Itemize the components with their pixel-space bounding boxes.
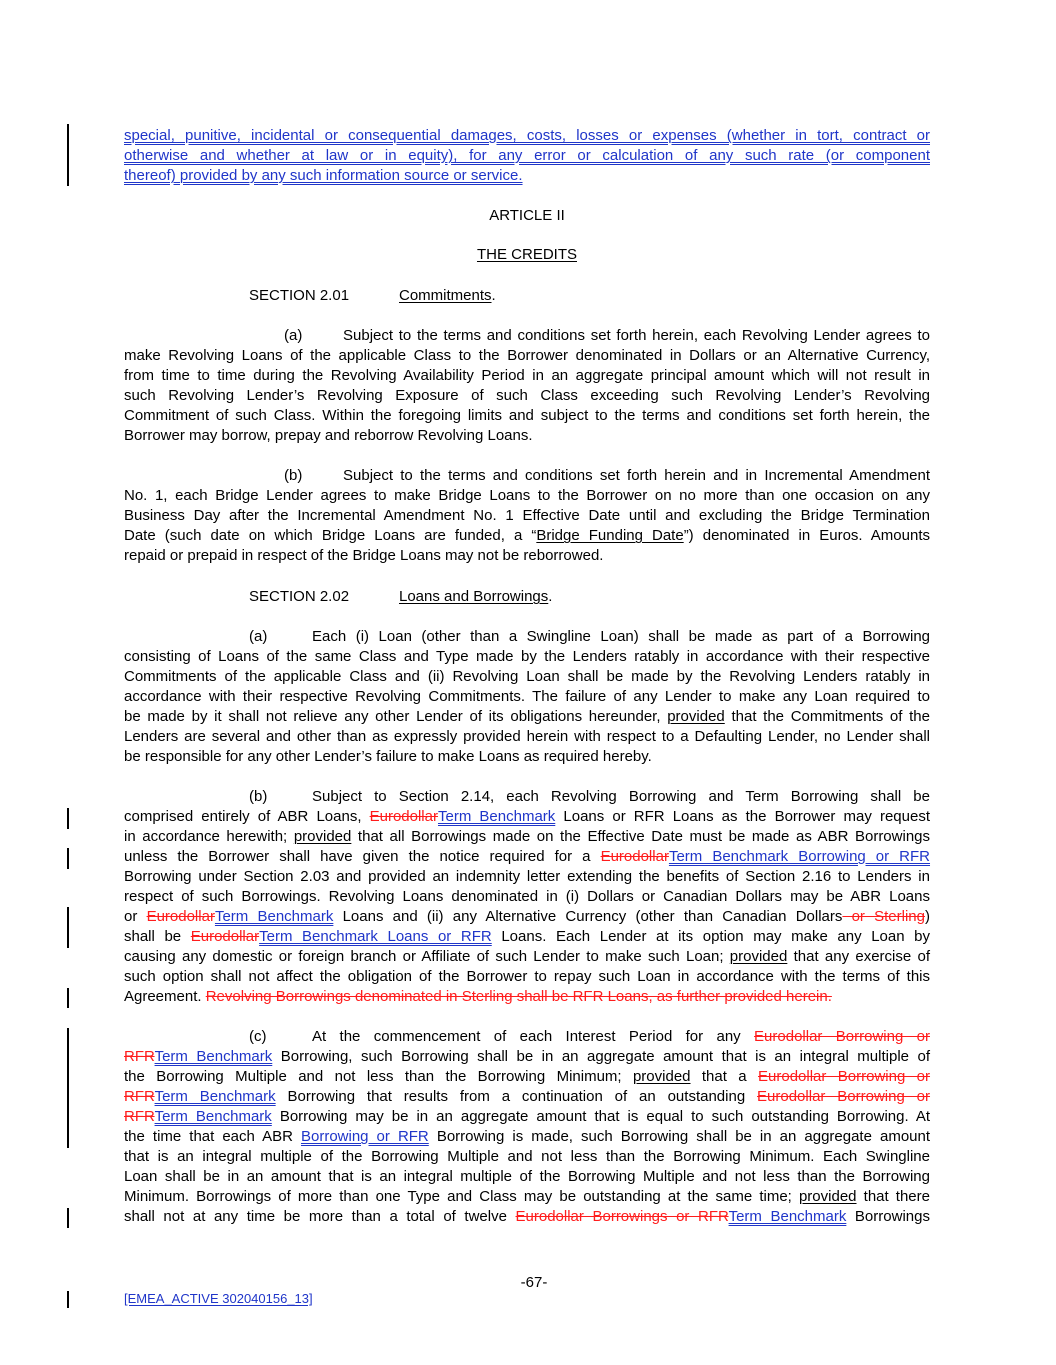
text-line: [124, 827, 930, 847]
text-line: [124, 366, 930, 386]
text-line: [124, 807, 930, 827]
text-run: consisting of Loans of the same Class and Type made by the Lenders ratably in accordance with their respective: [124, 648, 930, 665]
text-run: causing any domestic or foreign branch or Affiliate of such Lender to make such Loan;: [124, 948, 730, 965]
underlined-term: provided: [632, 1068, 691, 1085]
text-line: [124, 747, 930, 767]
text-run: such option shall not affect the obligation of the Borrower to repay such Loan in accordance with the terms of this: [124, 968, 930, 985]
text-run: that any exercise of: [787, 948, 930, 965]
text-run: that a: [690, 1068, 759, 1085]
change-bar: [67, 1028, 69, 1148]
text-line: [124, 1027, 930, 1047]
text-line: [124, 987, 930, 1007]
text-run: make Revolving Loans of the applicable Class to the Borrower denominated in Dollars or an Alternative Currency,: [124, 347, 930, 364]
text-line: [124, 947, 930, 967]
underlined-term: provided: [667, 708, 725, 725]
text-line: [124, 386, 930, 406]
insertion: Term Benchmark: [214, 908, 334, 925]
text-line: [124, 166, 930, 186]
text-line: [124, 907, 930, 927]
text-run: Each (i) Loan (other than a Swingline Loan) shall be made as part of a Borrowing: [312, 628, 930, 645]
footer: [124, 1291, 313, 1307]
text-line: [124, 867, 930, 887]
insertion: thereof) provided by any such information source or service.: [124, 167, 523, 184]
text-line: [124, 466, 930, 486]
deletion: Eurodollar: [146, 908, 215, 925]
section-heading-2-02: [124, 587, 930, 607]
section-title-period: .: [491, 287, 496, 304]
text-run: or: [124, 908, 147, 925]
section-title: [399, 286, 496, 306]
insertion: Term Benchmark: [154, 1048, 273, 1065]
article-title-row: [124, 245, 930, 265]
text-line: [124, 426, 930, 446]
text-run: No. 1, each Bridge Lender agrees to make Bridge Loans to the Borrower on no more than one occasion on any: [124, 487, 930, 504]
text-line: [124, 1087, 930, 1107]
text-line: [124, 546, 930, 566]
text-line: [124, 406, 930, 426]
text-run: Borrowing is made, such Borrowing shall be in an aggregate amount: [428, 1128, 931, 1145]
insertion: special, punitive, incidental or consequential damages, costs, losses or expenses (whether in tort, contract or: [124, 127, 930, 144]
text-line: [124, 727, 930, 747]
deletion: Eurodollar: [600, 848, 669, 865]
text-line: [124, 647, 930, 667]
underlined-term: provided: [293, 828, 352, 845]
text-run: At the commencement of each Interest Period for any: [312, 1028, 755, 1045]
change-bar: [67, 907, 69, 948]
text-run: that all Borrowings made on the Effective Date must be made as ABR Borrowings: [351, 828, 931, 845]
section-title-text: Commitments: [399, 287, 492, 304]
text-run: Lenders are several and other than as expressly provided herein with respect to a Defaulting Lender, no Lender shall: [124, 728, 930, 745]
change-bar: [67, 988, 69, 1008]
text-run: that the Commitments of the: [724, 708, 930, 725]
change-bar: [67, 1208, 69, 1228]
deletion: RFR: [124, 1048, 155, 1065]
text-line: [124, 126, 930, 146]
insertion: Borrowing or RFR: [300, 1128, 429, 1145]
change-bar: [67, 1291, 69, 1308]
insertion: Term Benchmark: [728, 1208, 847, 1225]
section-heading-2-01: [124, 286, 930, 306]
deletion: RFR: [124, 1088, 155, 1105]
text-line: [124, 506, 930, 526]
text-run: shall be: [124, 928, 191, 945]
paragraph-label: (a): [249, 628, 268, 645]
underlined-term: provided: [798, 1188, 857, 1205]
insertion: Term Benchmark: [154, 1088, 276, 1105]
section-2-01-paragraph-b: [124, 466, 930, 566]
text-run: Borrowing may be in an aggregate amount that is equal to such outstanding Borrowing. At: [271, 1108, 930, 1125]
text-line: [124, 707, 930, 727]
paragraph-label: (b): [284, 467, 303, 484]
text-line: [124, 847, 930, 867]
text-line: [124, 326, 930, 346]
text-line: [124, 1127, 930, 1147]
text-run: comprised entirely of ABR Loans,: [124, 808, 370, 825]
insertion: Term Benchmark: [437, 808, 556, 825]
text-run: Subject to Section 2.14, each Revolving Borrowing and Term Borrowing shall be: [312, 788, 930, 805]
insertion: otherwise and whether at law or in equity), for any error or calculation of any such rate (or component: [124, 147, 930, 164]
text-run: repaid or prepaid in respect of the Bridge Loans may not be reborrowed.: [124, 547, 604, 564]
text-run: Minimum. Borrowings of more than one Type and Class may be outstanding at the same time;: [124, 1188, 799, 1205]
deletion: Eurodollar Borrowing or: [758, 1068, 931, 1085]
text-run: Subject to the terms and conditions set forth herein and in Incremental Amendment: [343, 467, 930, 484]
paragraph-label: (b): [249, 788, 268, 805]
text-run: Borrower may borrow, prepay and reborrow Revolving Loans.: [124, 427, 533, 444]
section-number: SECTION 2.02: [249, 588, 350, 605]
paragraph-label: (c): [249, 1028, 267, 1045]
text-run: Commitment of such Class. Within the foregoing limits and subject to the terms and conditions set forth herein, the: [124, 407, 930, 424]
deletion: or Sterling: [842, 908, 925, 925]
text-line: [124, 667, 930, 687]
article-title: THE CREDITS: [476, 246, 577, 263]
text-run: Borrowing that results from a continuation of an outstanding: [275, 1088, 758, 1105]
text-run: Loans. Each Lender at its option may make any Loan by: [491, 928, 931, 945]
text-run: be responsible for any other Lender’s failure to make Loans as required hereby.: [124, 748, 652, 765]
deletion: Eurodollar Borrowings or RFR: [515, 1208, 729, 1225]
text-line: [124, 927, 930, 947]
deletion: Revolving Borrowings denominated in Sterling shall be RFR Loans, as further provided herein.: [205, 988, 832, 1005]
text-run: Loan shall be in an amount that is an integral multiple of the Borrowing Multiple and not less than the Borrowing: [124, 1168, 930, 1185]
deletion: Eurodollar: [190, 928, 260, 945]
insertion: Term Benchmark Loans or RFR: [259, 928, 492, 945]
text-run: such Revolving Lender’s Revolving Exposure of such Class exceeding such Revolving Lender’s Revolving: [124, 387, 930, 404]
document-reference: [EMEA_ACTIVE 302040156_13]: [124, 1291, 313, 1306]
text-run: Subject to the terms and conditions set forth herein, each Revolving Lender agrees to: [343, 327, 930, 344]
text-run: in accordance herewith;: [124, 828, 294, 845]
text-line: [124, 346, 930, 366]
text-run: from time to time during the Revolving Availability Period in an aggregate principal amount which will not result in: [124, 367, 930, 384]
section-2-02-paragraph-b: [124, 787, 930, 1007]
text-run: accordance with their respective Revolving Commitments. The failure of any Lender to make any Loan required to: [124, 688, 930, 705]
text-run: Agreement.: [124, 988, 206, 1005]
section-2-01-paragraph-a: [124, 326, 930, 446]
text-run: Loans and (ii) any Alternative Currency (other than Canadian Dollars: [333, 908, 843, 925]
text-line: [124, 1067, 930, 1087]
text-line: [124, 1207, 930, 1227]
section-number: SECTION 2.01: [249, 287, 350, 304]
text-line: [124, 887, 930, 907]
text-run: Borrowings: [846, 1208, 930, 1225]
text-run: Borrowing, such Borrowing shall be in an aggregate amount that is an integral multiple of: [272, 1048, 930, 1065]
page-number: -67-: [520, 1274, 548, 1291]
text-run: the time that each ABR: [124, 1128, 301, 1145]
text-run: Commitments of the applicable Class and (ii) Revolving Loan shall be made by the Revolving Lenders ratably in: [124, 668, 930, 685]
intro-paragraph: [124, 126, 930, 186]
section-title-text: Loans and Borrowings: [399, 588, 549, 605]
deletion: RFR: [124, 1108, 155, 1125]
section-title-period: .: [548, 588, 553, 605]
text-run: the Borrowing Multiple and not less than the Borrowing Minimum;: [124, 1068, 633, 1085]
change-bar: [67, 124, 69, 186]
text-run: Borrowing under Section 2.03 and provided an indemnity letter extending the benefits of Section 2.16 to Lenders in: [124, 868, 930, 885]
text-line: [124, 967, 930, 987]
text-run: be made by it shall not relieve any other Lender of its obligations hereunder,: [124, 708, 668, 725]
text-run: Date (such date on which Bridge Loans are funded, a “: [124, 527, 537, 544]
deletion: Eurodollar Borrowing or: [757, 1088, 931, 1105]
text-run: that there: [856, 1188, 930, 1205]
insertion: Term Benchmark Borrowing or RFR: [668, 848, 931, 865]
text-run: ”) denominated in Euros. Amounts: [683, 527, 930, 544]
deletion: Eurodollar Borrowing or: [754, 1028, 930, 1045]
text-run: Loans or RFR Loans as the Borrower may request: [555, 808, 930, 825]
text-line: [124, 787, 930, 807]
text-line: [124, 1187, 930, 1207]
text-line: [124, 1047, 930, 1067]
change-bar: [67, 848, 69, 869]
text-run: that is an integral multiple of the Borrowing Multiple and not less than the Borrowing Minimum. Each Swingline: [124, 1148, 930, 1165]
text-line: [124, 1147, 930, 1167]
text-line: [124, 1107, 930, 1127]
text-line: [124, 526, 930, 546]
insertion: Term Benchmark: [154, 1108, 272, 1125]
article-number: ARTICLE II: [489, 207, 565, 224]
text-line: [124, 486, 930, 506]
section-title: [399, 587, 552, 607]
section-2-02-paragraph-c: [124, 1027, 930, 1227]
section-2-02-paragraph-a: [124, 627, 930, 767]
text-run: unless the Borrower shall have given the notice required for a: [124, 848, 601, 865]
text-run: ): [925, 908, 930, 925]
underlined-term: provided: [729, 948, 788, 965]
underlined-term: Bridge Funding Date: [536, 527, 684, 544]
text-line: [124, 627, 930, 647]
paragraph-label: (a): [284, 327, 303, 344]
text-line: [124, 687, 930, 707]
change-bar: [67, 808, 69, 829]
deletion: Eurodollar: [369, 808, 438, 825]
text-line: [124, 1167, 930, 1187]
text-run: shall not at any time be more than a total of twelve: [124, 1208, 516, 1225]
text-line: [124, 146, 930, 166]
text-run: respect of such Borrowings. Revolving Loans denominated in (i) Dollars or Canadian Dollars may be ABR Loans: [124, 888, 930, 905]
text-run: Business Day after the Incremental Amendment No. 1 Effective Date until and excluding the Bridge Termination: [124, 507, 930, 524]
